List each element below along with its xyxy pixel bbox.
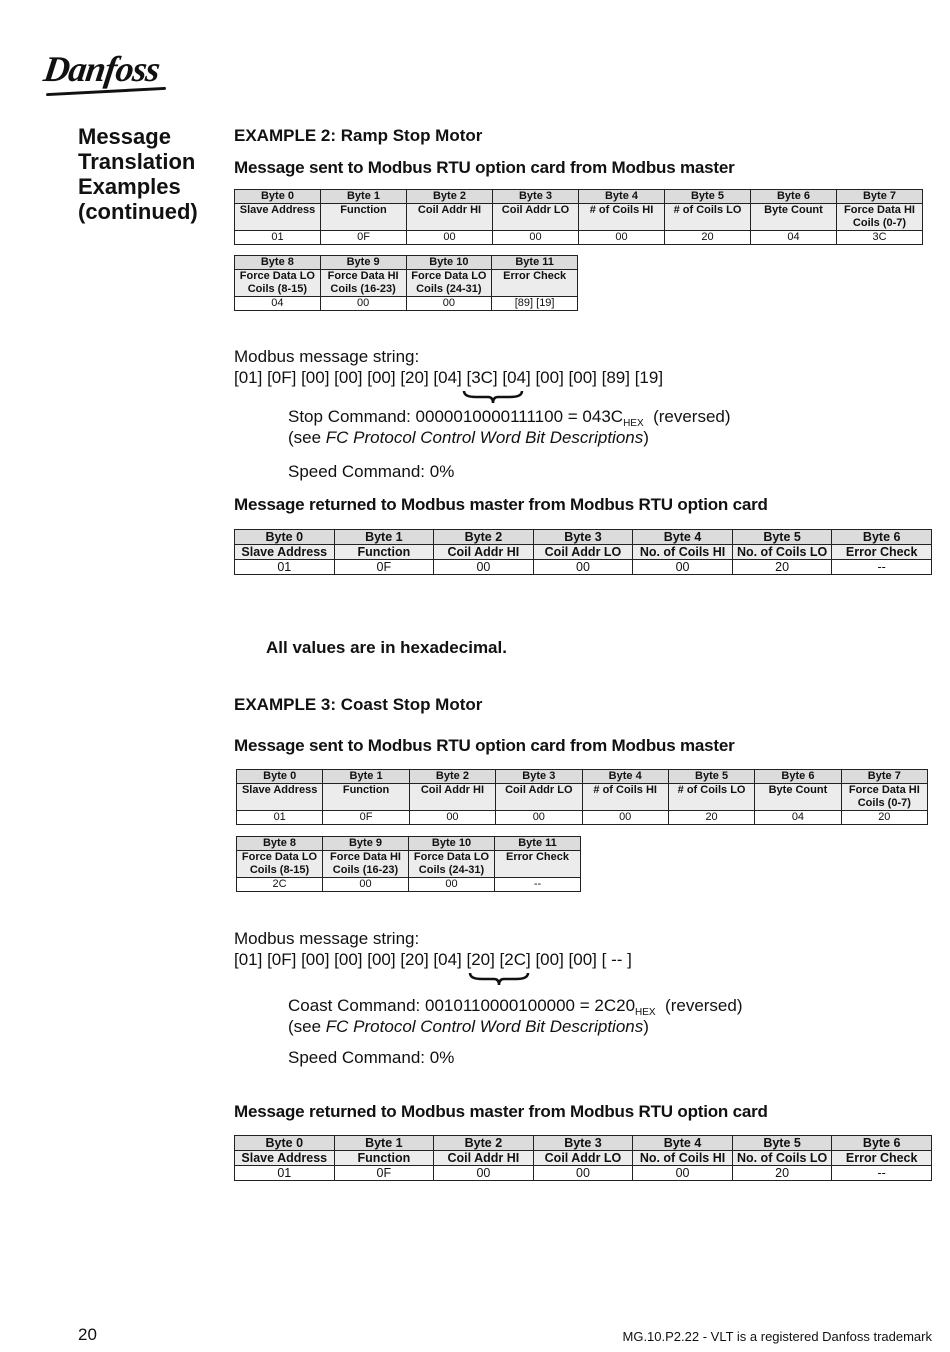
table-cell-header: Byte 11 — [492, 256, 578, 270]
example3-returned-heading: Message returned to Modbus master from Modbus RTU option card — [234, 1102, 768, 1121]
table-cell-header: Byte 4 — [579, 190, 665, 204]
table-cell-label: Force Data LO Coils (24-31) — [406, 270, 492, 297]
table-cell-value: 00 — [579, 231, 665, 245]
table-cell-value: -- — [832, 1166, 932, 1181]
table-row-labels — [237, 784, 928, 811]
table-cell-header: Byte 3 — [496, 770, 582, 784]
table-cell-label: Coil Addr HI — [434, 545, 534, 560]
table-cell-label: Force Data LO Coils (8-15) — [235, 270, 321, 297]
table-cell-label: Error Check — [492, 270, 578, 297]
table-cell-header: Byte 2 — [434, 530, 534, 545]
table-cell-header: Byte 5 — [665, 190, 751, 204]
table-cell-header: Byte 6 — [755, 770, 841, 784]
table-cell-value: 2C — [237, 878, 323, 892]
table-cell-value: 00 — [633, 1166, 733, 1181]
table-row-headers — [235, 530, 932, 545]
side-heading — [78, 124, 218, 224]
table-cell-value: 00 — [493, 231, 579, 245]
table-cell-header: Byte 9 — [320, 256, 406, 270]
see-italic: FC Protocol Control Word Bit Descriptions — [325, 1017, 644, 1036]
example2-speed: Speed Command: 0% — [288, 462, 455, 481]
table-cell-value: 00 — [323, 878, 409, 892]
table-cell-value: 20 — [732, 560, 832, 575]
table-row-values — [237, 811, 928, 825]
table-cell-label: Error Check — [832, 1151, 932, 1166]
table-cell-header: Byte 2 — [434, 1136, 534, 1151]
table-cell-header: Byte 4 — [633, 530, 733, 545]
table-cell-label: Coil Addr LO — [533, 545, 633, 560]
table-row-labels — [235, 545, 932, 560]
table-cell-header: Byte 8 — [237, 837, 323, 851]
table-cell-value: -- — [832, 560, 932, 575]
table-cell-label: Coil Addr LO — [533, 1151, 633, 1166]
table-cell-header: Byte 3 — [533, 1136, 633, 1151]
see-italic: FC Protocol Control Word Bit Descriptions — [325, 428, 644, 447]
table-cell-header: Byte 11 — [495, 837, 581, 851]
table-cell-value: 00 — [320, 297, 406, 311]
table-cell-header: Byte 3 — [533, 530, 633, 545]
table-cell-label: No. of Coils LO — [732, 545, 832, 560]
example2-title: EXAMPLE 2: Ramp Stop Motor — [234, 126, 483, 145]
example2-command-suffix: (reversed) — [643, 407, 731, 426]
table-cell-label: Error Check — [495, 851, 581, 878]
table-cell-header: Byte 4 — [633, 1136, 733, 1151]
table-cell-value: 04 — [751, 231, 837, 245]
table-cell-label: Function — [321, 204, 407, 231]
side-heading-line: Translation — [78, 149, 196, 174]
table-cell-label: Error Check — [832, 545, 932, 560]
table-cell-label: Coil Addr LO — [496, 784, 582, 811]
example3-returned-table — [234, 1135, 932, 1181]
table-row-values — [235, 560, 932, 575]
table-cell-value: 0F — [321, 231, 407, 245]
table-cell-label: Force Data LO Coils (8-15) — [237, 851, 323, 878]
table-cell-value: [89] [19] — [492, 297, 578, 311]
table-cell-header: Byte 5 — [732, 1136, 832, 1151]
table-cell-header: Byte 5 — [732, 530, 832, 545]
see-prefix: (see — [288, 1017, 326, 1036]
table-cell-value: 00 — [582, 811, 668, 825]
document-reference: MG.10.P2.22 - VLT is a registered Danfoss trademark — [622, 1329, 932, 1344]
table-cell-value: 00 — [409, 811, 495, 825]
example2-sent-table-a — [234, 189, 923, 245]
table-cell-label: Function — [334, 1151, 434, 1166]
table-cell-value: 01 — [237, 811, 323, 825]
see-prefix: (see — [288, 428, 326, 447]
example3-speed: Speed Command: 0% — [288, 1048, 455, 1067]
table-cell-header: Byte 0 — [235, 530, 335, 545]
table-cell-value: 01 — [235, 560, 335, 575]
table-cell-label: Coil Addr HI — [434, 1151, 534, 1166]
table-cell-value: 01 — [235, 231, 321, 245]
table-row-values — [235, 297, 578, 311]
table-cell-value: 0F — [323, 811, 409, 825]
table-row-headers — [237, 837, 581, 851]
table-cell-value: 00 — [409, 878, 495, 892]
table-cell-header: Byte 6 — [832, 530, 932, 545]
table-cell-label: Slave Address — [235, 545, 335, 560]
table-cell-label: Force Data HI Coils (16-23) — [323, 851, 409, 878]
table-cell-header: Byte 0 — [235, 190, 321, 204]
side-heading-line: Message — [78, 124, 171, 149]
table-cell-label: # of Coils HI — [582, 784, 668, 811]
table-cell-header: Byte 7 — [841, 770, 927, 784]
table-cell-header: Byte 1 — [323, 770, 409, 784]
table-cell-label: Coil Addr HI — [409, 784, 495, 811]
table-cell-value: 00 — [407, 231, 493, 245]
table-cell-label: No. of Coils HI — [633, 545, 733, 560]
table-cell-header: Byte 10 — [406, 256, 492, 270]
example3-sent-heading: Message sent to Modbus RTU option card from Modbus master — [234, 736, 735, 755]
table-cell-header: Byte 4 — [582, 770, 668, 784]
table-cell-label: # of Coils LO — [665, 204, 751, 231]
example2-returned-heading: Message returned to Modbus master from Modbus RTU option card — [234, 495, 768, 514]
example2-see-reference — [288, 427, 649, 448]
table-cell-value: 20 — [668, 811, 754, 825]
example3-title: EXAMPLE 3: Coast Stop Motor — [234, 695, 483, 714]
table-row-labels — [235, 270, 578, 297]
danfoss-logo: Danfoss — [41, 49, 162, 89]
table-cell-value: 00 — [496, 811, 582, 825]
table-cell-header: Byte 0 — [235, 1136, 335, 1151]
example3-see-reference — [288, 1016, 649, 1037]
see-suffix: ) — [643, 428, 649, 447]
example3-command-text: Coast Command: 0010110000100000 = 2C20 — [288, 996, 636, 1015]
page-number: 20 — [78, 1325, 97, 1344]
table-cell-header: Byte 7 — [837, 190, 923, 204]
table-cell-header: Byte 10 — [409, 837, 495, 851]
table-cell-label: Force Data HI Coils (0-7) — [841, 784, 927, 811]
hexadecimal-note: All values are in hexadecimal. — [266, 638, 507, 657]
table-cell-header: Byte 2 — [409, 770, 495, 784]
table-cell-header: Byte 6 — [832, 1136, 932, 1151]
table-cell-header: Byte 3 — [493, 190, 579, 204]
table-cell-value: 0F — [334, 560, 434, 575]
table-cell-value: 00 — [406, 297, 492, 311]
table-cell-label: # of Coils HI — [579, 204, 665, 231]
example2-command-sub: HEX — [623, 418, 644, 429]
table-cell-label: Force Data LO Coils (24-31) — [409, 851, 495, 878]
example2-sent-table-b — [234, 255, 578, 311]
table-cell-label: Coil Addr HI — [407, 204, 493, 231]
table-cell-header: Byte 6 — [751, 190, 837, 204]
table-cell-header: Byte 5 — [668, 770, 754, 784]
table-cell-value: -- — [495, 878, 581, 892]
table-cell-header: Byte 9 — [323, 837, 409, 851]
table-row-values — [237, 878, 581, 892]
example3-string-label: Modbus message string: — [234, 929, 420, 948]
table-row-labels — [237, 851, 581, 878]
table-cell-header: Byte 8 — [235, 256, 321, 270]
table-cell-value: 20 — [732, 1166, 832, 1181]
example3-sent-table-b — [236, 836, 581, 892]
example3-command-suffix: (reversed) — [655, 996, 743, 1015]
table-cell-header: Byte 1 — [334, 530, 434, 545]
table-cell-value: 00 — [434, 560, 534, 575]
table-cell-label: Slave Address — [237, 784, 323, 811]
table-cell-value: 3C — [837, 231, 923, 245]
example3-string-value: [01] [0F] [00] [00] [00] [20] [04] [20] [2C] [00] [00] [ -- ] — [234, 950, 632, 969]
table-cell-label: Byte Count — [751, 204, 837, 231]
table-cell-value: 04 — [755, 811, 841, 825]
example2-command-text: Stop Command: 0000010000111100 = 043C — [288, 407, 624, 426]
table-cell-label: Force Data HI Coils (16-23) — [320, 270, 406, 297]
table-cell-label: Coil Addr LO — [493, 204, 579, 231]
example2-sent-heading: Message sent to Modbus RTU option card from Modbus master — [234, 158, 735, 177]
curly-brace-icon — [468, 971, 530, 987]
table-cell-value: 00 — [533, 1166, 633, 1181]
table-cell-label: Byte Count — [755, 784, 841, 811]
table-cell-label: Force Data HI Coils (0-7) — [837, 204, 923, 231]
example2-string-value: [01] [0F] [00] [00] [00] [20] [04] [3C] [04] [00] [00] [89] [19] — [234, 368, 664, 387]
table-row-labels — [235, 1151, 932, 1166]
table-cell-value: 00 — [533, 560, 633, 575]
table-cell-label: Slave Address — [235, 1151, 335, 1166]
table-row-headers — [235, 256, 578, 270]
table-row-headers — [235, 190, 923, 204]
example2-returned-table — [234, 529, 932, 575]
table-cell-header: Byte 1 — [334, 1136, 434, 1151]
table-cell-value: 00 — [434, 1166, 534, 1181]
table-cell-value: 20 — [841, 811, 927, 825]
table-row-values — [235, 231, 923, 245]
example3-command-sub: HEX — [635, 1007, 656, 1018]
table-cell-label: No. of Coils HI — [633, 1151, 733, 1166]
table-cell-label: # of Coils LO — [668, 784, 754, 811]
table-row-labels — [235, 204, 923, 231]
table-cell-label: No. of Coils LO — [732, 1151, 832, 1166]
table-cell-label: Function — [323, 784, 409, 811]
see-suffix: ) — [643, 1017, 649, 1036]
table-cell-value: 01 — [235, 1166, 335, 1181]
side-heading-line: (continued) — [78, 199, 198, 224]
table-cell-value: 0F — [334, 1166, 434, 1181]
example2-string-label: Modbus message string: — [234, 347, 420, 366]
table-cell-header: Byte 1 — [321, 190, 407, 204]
curly-brace-icon — [462, 389, 524, 405]
table-cell-value: 04 — [235, 297, 321, 311]
table-cell-header: Byte 2 — [407, 190, 493, 204]
table-row-headers — [235, 1136, 932, 1151]
side-heading-line: Examples — [78, 174, 181, 199]
example3-sent-table-a — [236, 769, 928, 825]
table-cell-header: Byte 0 — [237, 770, 323, 784]
table-row-values — [235, 1166, 932, 1181]
table-cell-label: Function — [334, 545, 434, 560]
table-cell-value: 20 — [665, 231, 751, 245]
table-row-headers — [237, 770, 928, 784]
table-cell-value: 00 — [633, 560, 733, 575]
table-cell-label: Slave Address — [235, 204, 321, 231]
